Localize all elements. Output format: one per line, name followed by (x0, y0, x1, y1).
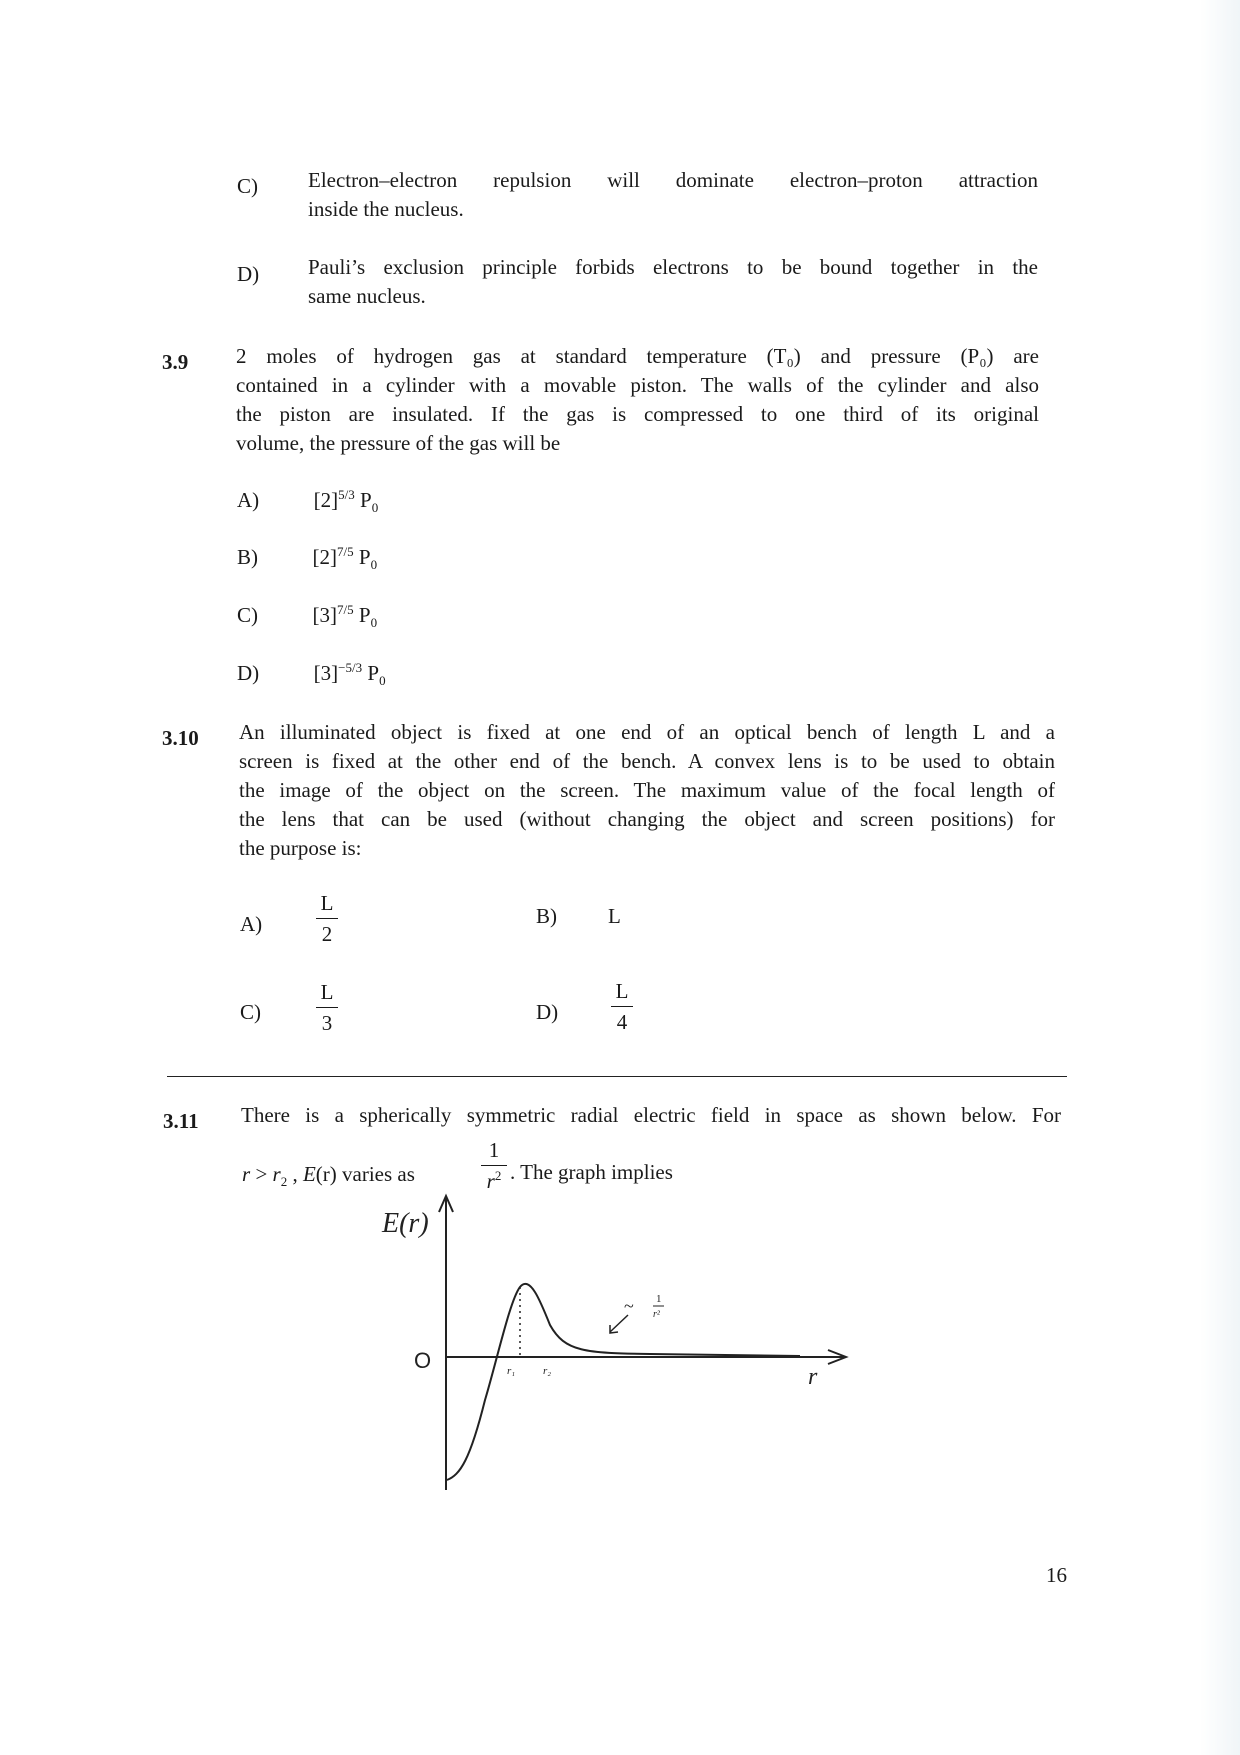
q39-option-b (237, 544, 378, 573)
q310-stem-line1: An illuminated object is fixed at one end of an optical bench of length L and a (239, 720, 1055, 744)
q39-option-c-tail: P (358, 603, 371, 627)
q310-option-d-den: 4 (616, 1010, 628, 1034)
q310-option-b-label: B) (536, 904, 557, 928)
q39-option-c-label: C) (237, 603, 258, 627)
q39-option-a (237, 487, 379, 516)
annotation-numerator: 1 (656, 1293, 662, 1305)
q38-option-d-line2: same nucleus. (308, 284, 426, 308)
q310-stem-line5: the purpose is: (239, 836, 362, 860)
q310-option-c-num: L (320, 980, 334, 1004)
q38-option-d-line1: Pauli’s exclusion principle forbids electrons to be bound together in the (308, 255, 1038, 279)
q39-option-b-tail: P (358, 545, 371, 569)
q311-line1: There is a spherically symmetric radial electric field in space as shown below. For (241, 1103, 1061, 1127)
q39-option-d-base: [3] (313, 661, 339, 685)
q310-option-d-fraction (611, 978, 633, 1035)
q38-option-c-line2: inside the nucleus. (308, 197, 464, 221)
r2-label: r₂ (543, 1365, 552, 1377)
annotation-arrow (610, 1315, 628, 1332)
x-axis-label: r (808, 1364, 818, 1390)
q39-option-a-tail: P (360, 488, 372, 512)
q39-option-d-label: D) (237, 661, 260, 685)
q311-number: 3.11 (163, 1109, 199, 1133)
scan-edge-shading (1200, 0, 1240, 1755)
q311-cond-gt: > (250, 1162, 273, 1186)
q39-stem-line3: the piston are insulated. If the gas is compressed to one third of its original (236, 402, 1039, 426)
section-divider (167, 1076, 1067, 1077)
q39-option-d-sub: 0 (379, 673, 386, 689)
q38-option-c-label: C) (237, 174, 258, 198)
q310-option-d-label: D) (536, 1000, 559, 1024)
q39-option-c (237, 602, 378, 631)
q311-cond-r2: r (272, 1162, 281, 1186)
q38-option-d-text (308, 253, 1038, 311)
q39-option-d (237, 660, 386, 689)
q310-option-a-fraction (316, 890, 338, 947)
q311-after: . The graph implies (510, 1160, 673, 1184)
q39-option-b-base: [2] (312, 545, 337, 569)
annotation-denominator: r² (653, 1309, 660, 1320)
q311-cond-Er: (r) (315, 1162, 337, 1186)
q38-option-d-label: D) (237, 262, 260, 286)
q311-cond-r2-sub: 2 (280, 1174, 288, 1190)
page-number: 16 (1046, 1563, 1067, 1587)
q39-stem-line1: 2 moles of hydrogen gas at standard temperature (T₀) and pressure (P₀) are (236, 344, 1039, 368)
q39-stem-line4: volume, the pressure of the gas will be (236, 431, 561, 455)
q311-varies-as: varies as (336, 1162, 415, 1186)
q39-option-c-sub: 0 (370, 615, 378, 631)
y-axis-label: E(r) (382, 1208, 429, 1239)
q310-option-a-den: 2 (321, 922, 333, 946)
q39-option-a-base: [2] (313, 488, 339, 512)
q38-option-c-text (308, 166, 1038, 224)
q310-option-c-label: C) (240, 1000, 261, 1024)
q311-condition (242, 1160, 415, 1189)
q39-option-b-exp: 7/5 (337, 544, 354, 559)
q38-option-c-line1: Electron–electron repulsion will dominate electron–proton attraction (308, 168, 1038, 192)
q310-option-c-den: 3 (321, 1011, 333, 1035)
q310-stem (239, 718, 1055, 863)
q39-option-b-label: B) (237, 545, 258, 569)
q39-option-d-tail: P (367, 661, 380, 685)
annotation-tilde: ~ (624, 1296, 634, 1316)
q311-cond-sep: , (287, 1162, 303, 1186)
q39-option-a-label: A) (237, 488, 260, 512)
q310-option-a-label: A) (240, 912, 263, 936)
q39-option-a-exp: 5/3 (338, 487, 355, 502)
q310-option-d-num: L (615, 979, 629, 1003)
q39-number: 3.9 (162, 350, 189, 374)
origin-label: O (414, 1348, 432, 1373)
q310-stem-line2: screen is fixed at the other end of the bench. A convex lens is to be used to obtain (239, 749, 1055, 773)
q39-stem (236, 342, 1039, 458)
q310-option-b-value: L (608, 904, 621, 928)
q39-option-a-sub: 0 (371, 500, 379, 516)
q39-option-c-base: [3] (312, 603, 337, 627)
q311-cond-r: r (242, 1162, 251, 1186)
efield-graph (360, 1190, 860, 1510)
q310-stem-line3: the image of the object on the screen. The maximum value of the focal length of (239, 778, 1055, 802)
q311-frac-den: r (486, 1169, 495, 1193)
q311-fraction (481, 1137, 507, 1194)
q310-option-c-fraction (316, 979, 338, 1036)
r1-label: r₁ (507, 1365, 516, 1377)
q39-stem-line2: contained in a cylinder with a movable piston. The walls of the cylinder and also (236, 373, 1039, 397)
q311-cond-E: E (302, 1162, 316, 1186)
q310-number: 3.10 (162, 726, 199, 750)
q310-stem-line4: the lens that can be used (without changing the object and screen positions) for (239, 807, 1055, 831)
q311-frac-num: 1 (488, 1138, 500, 1162)
q39-option-d-exp: −5/3 (338, 660, 363, 675)
q39-option-c-exp: 7/5 (337, 602, 354, 617)
q311-frac-den-exp: 2 (494, 1168, 502, 1183)
q39-option-b-sub: 0 (370, 557, 378, 573)
q310-option-a-num: L (320, 891, 334, 915)
